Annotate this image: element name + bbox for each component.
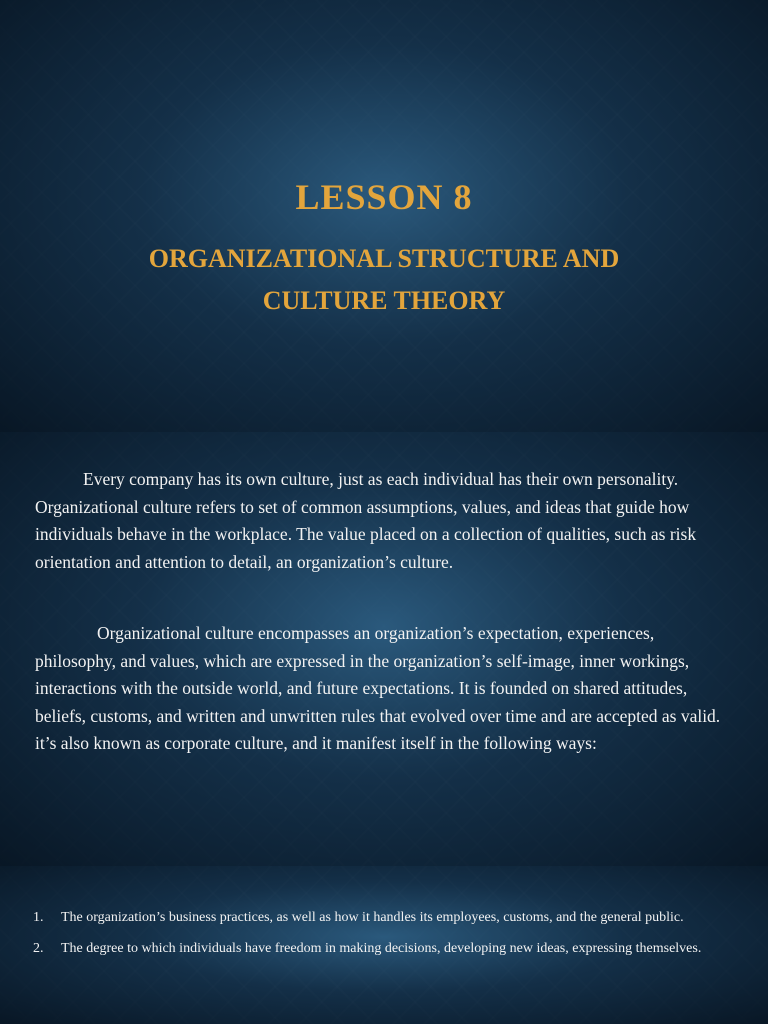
list-item-number: 1. <box>33 910 44 925</box>
manifestations-list <box>33 906 733 967</box>
list-item-number: 2. <box>33 940 44 956</box>
list-item <box>33 937 733 961</box>
culture-definition-slide <box>0 432 768 866</box>
list-item <box>33 906 733 930</box>
paragraph-culture-encompasses: Organizational culture encompasses an organization’s expectation, experiences, philosophy, and values, which are expressed in the organization’s self-image, inner workings, interactions with the outside world, and future expectations. It is founded on shared attitudes, beliefs, customs, and written and unwritten rules that evolved over time and are accepted as valid. it’s also known as corporate culture, and it manifest itself in the following ways: <box>35 623 721 754</box>
lesson-subtitle: ORGANIZATIONAL STRUCTURE AND CULTURE THEORY <box>148 244 620 315</box>
lesson-title: LESSON 8 <box>295 177 473 217</box>
list-item-text: The organization’s business practices, as well as how it handles its employees, customs, and the general public. <box>61 910 684 925</box>
culture-manifestations-slide <box>0 866 768 1024</box>
list-item-text: The degree to which individuals have freedom in making decisions, developing new ideas, expressing themselves. <box>61 940 702 956</box>
paragraph-culture-intro: Every company has its own culture, just as each individual has their own personality. Organizational culture refers to set of common assumptions, values, and ideas that guide how individuals behave in the workplace. The value placed on a collection of qualities, such as risk orientation and attention to detail, an organization’s culture. <box>35 469 697 572</box>
title-slide <box>0 0 768 432</box>
